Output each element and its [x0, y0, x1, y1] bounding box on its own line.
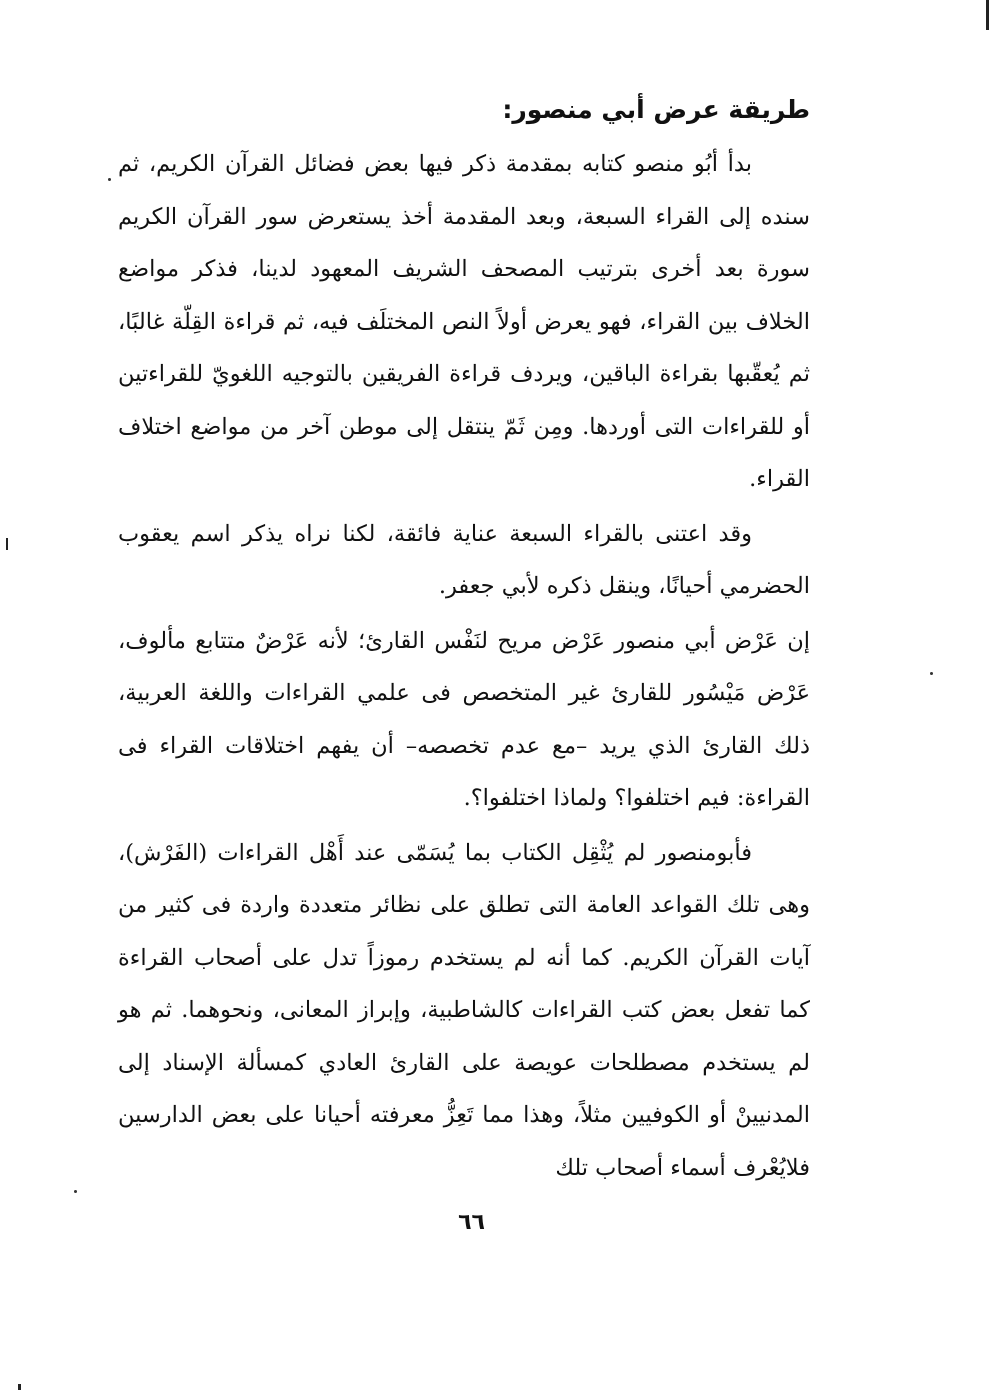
- scan-edge-mark: [18, 1384, 21, 1390]
- scan-speck: [108, 178, 111, 181]
- scan-edge-mark: [6, 538, 8, 550]
- paragraph: فأبومنصور لم يُثْقِل الكتاب بما يُسَمّى عند أَهْل القراءات (الفَرْش)، وهى تلك القواعد العامة التى تطلق على نظائر متعددة واردة فى كثير من آيات القرآن الكريم. كما أنه لم يستخدم رموزاً تدل على أصحاب القراءة كما تفعل بعض كتب القراءات كالشاطبية، وإبراز المعانى، ونحوهما. ثم هو لم يستخدم مصطلحات عويصة على القارئ العادي كمسألة الإسناد إلى المدنيينْ أو الكوفيين مثلاً، وهذا مما تَعِزُّ معرفته أحيانا على بعض الدارسين فلايُعْرف أسماء أصحاب تلك: [118, 839, 810, 1181]
- paragraph: بدأ أبُو منصو كتابه بمقدمة ذكر فيها بعض فضائل القرآن الكريم، ثم سنده إلى القراء السبعة، وبعد المقدمة أخذ يستعرض سور القرآن الكريم سورة بعد أخرى بترتيب المصحف الشريف المعهود لدينا، فذكر مواضع الخلاف بين القراء، فهو يعرض أولاً النص المختلَف فيه، ثم قراءة القِلّة غالبًا، ثم يُعقّبها بقراءة الباقين، ويردف قراءة الفريقين بالتوجيه اللغويّ للقراءتين أو للقراءات التى أوردها. ومِن ثَمّ ينتقل إلى موطن آخر من مواضع اختلاف القراء.: [118, 151, 810, 492]
- paragraph: إن عَرْض أبي منصور عَرْض مريح لنَفْس القارئ؛ لأنه عَرْضٌ متتابع مألوف، عَرْض مَيْسُور للقارئ غير المتخصص فى علمي القراءات واللغة العربية، ذلك القارئ الذي يريد –مع عدم تخصصه– أن يفهم اختلاقات القراء فى القراءة: فيم اختلفوا؟ ولماذا اختلفوا؟.: [118, 627, 810, 811]
- paragraph: وقد اعتنى بالقراء السبعة عناية فائقة، لكنا نراه يذكر اسم يعقوب الحضرمي أحيانًا، وينقل ذكره لأبي جعفر.: [118, 520, 810, 599]
- scan-speck: [930, 672, 933, 675]
- section-heading: طريقة عرض أبي منصور:: [502, 95, 810, 124]
- body-text: [118, 92, 810, 1194]
- scan-edge-mark: [986, 0, 989, 30]
- page-number: ٦٦: [458, 1210, 485, 1235]
- scan-speck: [74, 1190, 77, 1193]
